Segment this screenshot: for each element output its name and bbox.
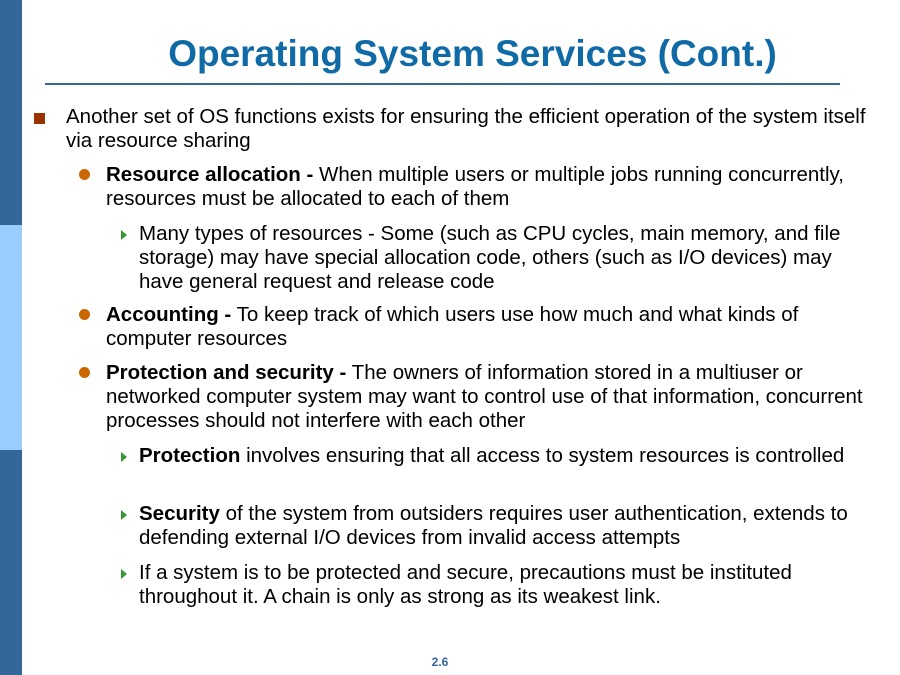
description: When multiple users or multiple jobs running concurrently, resources must be allocated to each of them — [106, 163, 844, 210]
description: The owners of information stored in a multiuser or networked computer system may want to control use of that information, concurrent processes should not interfere with each other — [106, 361, 863, 432]
sub-item-security — [139, 502, 879, 550]
round-bullet-icon — [79, 309, 90, 320]
list-item-protection-security — [106, 361, 886, 433]
slide-title: Operating System Services (Cont.) — [168, 33, 777, 74]
arrow-bullet-icon — [121, 510, 127, 520]
sidebar-segment-dark-bottom — [0, 450, 22, 675]
term: Security — [139, 502, 220, 525]
term: Accounting - — [106, 303, 232, 326]
sidebar-segment-light — [0, 225, 22, 450]
list-item-accounting — [106, 303, 886, 351]
arrow-bullet-icon — [121, 230, 127, 240]
description: If a system is to be protected and secure, precautions must be instituted throughout it. A chain is only as strong as its weakest link. — [139, 561, 792, 608]
page-number: 2.6 — [431, 655, 449, 669]
square-bullet-icon — [34, 113, 45, 124]
intro-text: Another set of OS functions exists for ensuring the efficient operation of the system itself via resource sharing — [66, 105, 866, 152]
sub-item-protection — [139, 444, 879, 468]
sidebar-decoration — [0, 0, 22, 675]
description: Many types of resources - Some (such as CPU cycles, main memory, and file storage) may have special allocation code, others (such as I/O devices) may have general request and release code — [139, 222, 841, 293]
term: Resource allocation - — [106, 163, 314, 186]
description: involves ensuring that all access to system resources is controlled — [240, 444, 845, 467]
arrow-bullet-icon — [121, 452, 127, 462]
title-underline — [45, 83, 840, 85]
round-bullet-icon — [79, 169, 90, 180]
list-item-resource-allocation — [106, 163, 886, 211]
sub-item-resource-types — [139, 222, 879, 294]
sidebar-segment-dark-top — [0, 0, 22, 225]
description: To keep track of which users use how much and what kinds of computer resources — [106, 303, 799, 350]
term: Protection and security - — [106, 361, 347, 384]
term: Protection — [139, 444, 241, 467]
arrow-bullet-icon — [121, 569, 127, 579]
round-bullet-icon — [79, 367, 90, 378]
sub-item-chain — [139, 561, 879, 609]
description: of the system from outsiders requires user authentication, extends to defending external I/O devices from invalid access attempts — [139, 502, 848, 549]
